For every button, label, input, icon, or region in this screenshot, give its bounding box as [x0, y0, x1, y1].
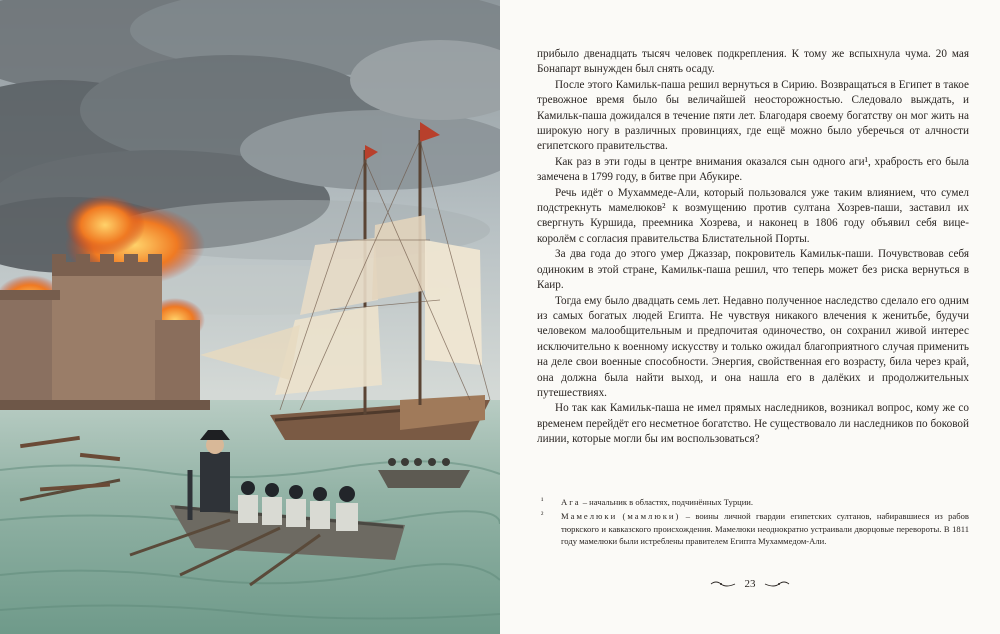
paragraph: После этого Камильк-паша решил вернуться в Сирию. Возвращаться в Египет в такое тревожное время было бы величайшей неосторожностью. Следовало выждать, и Камильк-паша дожидался в течение пяти лет. Благодаря своему богатству он мог жить на широкую ногу в различных провинциях, где ещё можно было уберечься от алчности египетского правительства.	[537, 78, 969, 153]
footnote-mark: ¹	[541, 496, 544, 505]
footnote-term-alt: (мамлюки)	[622, 511, 681, 522]
paragraph: За два года до этого умер Джаззар, покровитель Камильк-паши. Почувствовав себя одиноким в этой стране, Камильк-паша решил, что теперь может без риска вернуться в Каир.	[537, 248, 969, 292]
footnote-term: Ага	[561, 497, 581, 507]
footnotes	[537, 496, 969, 550]
page-number-text: 23	[744, 578, 756, 591]
paragraph: Как раз в эти годы в центре внимания оказался сын одного аги¹, храбрость его была замечена в 1799 году, в битве при Абукире.	[537, 155, 969, 184]
footnote	[537, 510, 969, 547]
paragraph: прибыло двенадцать тысяч человек подкрепления. К тому же вспыхнула чума. 20 мая Бонапарт вынужден был снять осаду.	[537, 48, 969, 76]
paragraph: Речь идёт о Мухаммеде-Али, который пользовался уже таким влиянием, что сумел подстрекнуть мамелюков² к возмущению против султана Хозрев-паши, заставил их свергнуть Куршида, преемника Хозрева, и наконец в 1806 году объявил себя вице-королём с согласия правительства Блистательной Порты.	[537, 186, 969, 245]
body-text	[537, 47, 969, 448]
ornament-left-icon	[710, 580, 736, 588]
paragraph: Тогда ему было двадцать семь лет. Недавно полученное наследство сделало его одним из самых богатых людей Египта. Не чувствуя никакого влечения к женитьбе, будучи человеком малообщительным и предпочитая одиночество, он сохранил живой интерес исключительно к военному искусству и только ожидал благоприятного случая применить на деле свои военные способности. Энергия, свойственная его возрасту, била через край, она должна была найти выход, и она нашла его в далёких и продолжительных путешествиях.	[537, 294, 969, 399]
page-number	[700, 578, 800, 598]
footnote-mark: ²	[541, 510, 544, 520]
text-page	[500, 0, 1000, 634]
footnote-text: – воины личной гвардии египетских султанов, набиравшиеся из рабов тюркского и кавказского происхождения. Мамелюки неоднократно устраивали дворцовые перевороты. В 1811 году мамелюки были истреблены правителем Египта Мухаммедом-Али.	[561, 511, 969, 547]
footnote-text: – начальник в областях, подчинённых Турции.	[582, 497, 754, 507]
footnote-term: Мамелюки	[561, 511, 618, 522]
paragraph: Но так как Камильк-паша не имел прямых наследников, возникал вопрос, кому же со временем перейдёт его несметное богатство. Не существовало ли наследников по боковой линии, которые могли бы им воспользоваться?	[537, 402, 969, 446]
footnote	[537, 496, 969, 508]
ornament-right-icon	[764, 580, 790, 588]
